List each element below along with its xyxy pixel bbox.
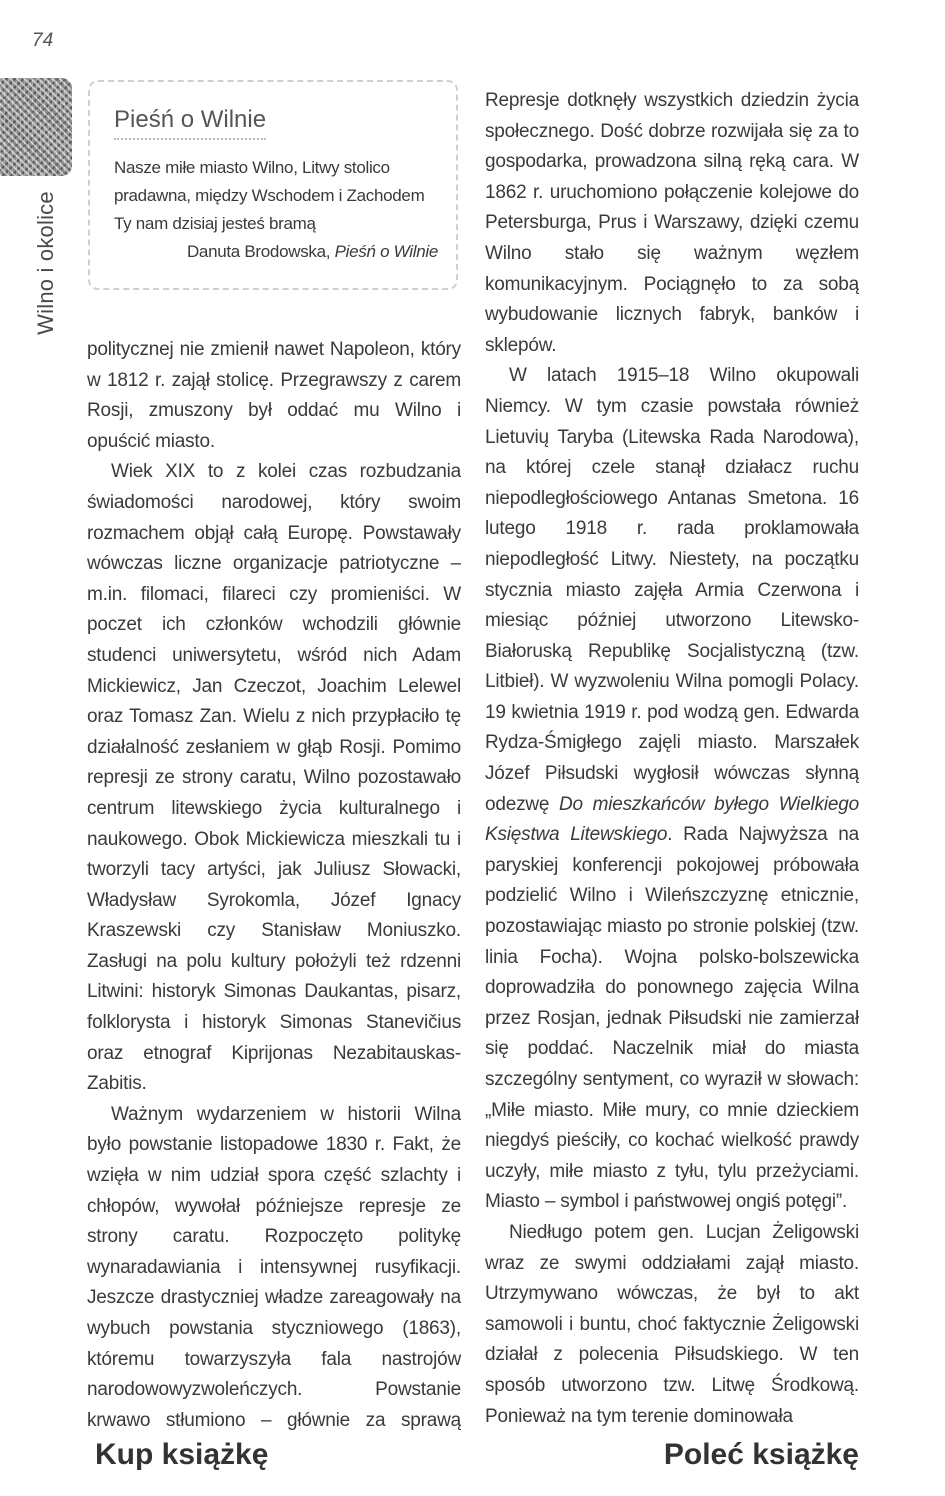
right-paragraph-2 <box>485 361 859 1218</box>
left-paragraph-3: Ważnym wydarzeniem w historii Wilna było powstanie listopadowe 1830 r. Fakt, że wzięła w nim udział spora część szlachty i chłopów, wywołał późniejsze represje ze strony caratu. Rozpoczęto politykę wynaradawiania i intensywnej rusyfikacji. Jeszcze drastyczniej władze zareagowały na wybuch powstania styczniowego (1863), któremu towarzyszyła fala nastrojów narodowowyzwoleńczych. Powstanie krwawo stłumiono – głównie za sprawą <box>87 1103 461 1431</box>
proclamation-title: Do mieszkańców byłego Wielkiego Księstwa Litewskiego <box>485 793 859 846</box>
right-paragraph-2-end: . Rada Najwyższa na paryskiej konferencji pokojowej próbowała podzielić Wilno i Wileńszczyznę etnicznie, pozostawiając miasto po stronie polskiej (tzw. linia Focha). Wojna polsko-bolszewicka doprowadziła do ponownego zajęcia Wilna przez Rosjan, jednak Piłsudski nie zamierzał się poddać. Naczelnik miał do miasta szczególny sentyment, co wyraził w słowach: „Miłe miasto. Miłe mury, co mnie dzieckiem niegdyś pieściły, co kochać wielkość prawdy uczyły, miłe miasto z tyłu, tylu przeżyciami. Miasto – symbol i państwowej ongiś potęgi”. <box>485 824 859 1213</box>
quote-title: Pieśń o Wilnie <box>114 106 266 140</box>
right-paragraph-2-start: W latach 1915–18 Wilno okupowali Niemcy. W tym czasie powstała również Lietuvių Taryba (Litewska Rada Narodowa), na której czele stanął działacz ruchu niepodległościowego Antanas Smetona. 16 lutego 1918 r. rada proklamowała niepodległość Litwy. Niestety, na początku stycznia miasto zajęła Armia Czerwona i miesiąc później utworzono Litewsko-Białoruską Republikę Socjalistyczną (tzw. Litbieł). W wyzwoleniu Wilna pomogli Polacy. 19 kwietnia 1919 r. pod wodzą gen. Edwarda Rydza-Śmigłego zajęli miasto. Marszałek Józef Piłsudski wygłosił wówczas słynną odezwę <box>485 365 859 815</box>
quote-author: Danuta Brodowska, <box>186 242 335 261</box>
buy-book-link[interactable]: Kup książkę <box>95 1438 269 1471</box>
quote-box <box>88 80 458 290</box>
quote-attribution <box>114 238 438 266</box>
section-label: Wilno i okolice <box>33 191 58 335</box>
left-paragraph-1: politycznej nie zmienił nawet Napoleon, który w 1812 r. zajął stolicę. Przegrawszy z carem Rosji, zmuszony był oddać mu Wilno i opuścić miasto. <box>87 339 461 452</box>
quote-work-title: Pieśń o Wilnie <box>334 242 438 261</box>
section-tab-pattern <box>0 78 72 176</box>
right-column <box>485 86 859 1436</box>
page-number: 74 <box>32 30 54 51</box>
recommend-book-link[interactable]: Poleć książkę <box>663 1438 859 1471</box>
left-column <box>87 335 461 1433</box>
left-paragraph-2: Wiek XIX to z kolei czas rozbudzania świadomości narodowej, który swoim rozmachem objął całą Europę. Powstawały wówczas liczne organizacje patriotyczne – m.in. filomaci, filareci czy promieniści. W poczet ich członków wchodzili głównie studenci uniwersytetu, wśród nich Adam Mickiewicz, Jan Czeczot, Joachim Lelewel oraz Tomasz Zan. Wielu z nich przypłaciło tę działalność zesłaniem w głąb Rosji. Pomimo represji ze strony caratu, Wilno pozostawało centrum litewskiego życia kulturalnego i naukowego. Obok Mickiewicza mieszkali tu i tworzyli tacy artyści, jak Juliusz Słowacki, Władysław Syrokomla, Józef Ignacy Kraszewski czy Stanisław Moniuszko. Zasługi na polu kultury położyli też rdzenni Litwini: historyk Simonas Daukantas, pisarz, folklorysta i historyk Simonas Stanevičius oraz etnograf Kiprijonas Nezabitauskas-Zabitis. <box>87 461 461 1095</box>
section-label-wrap <box>26 188 66 338</box>
quote-text: Nasze miłe miasto Wilno, Litwy stolico pradawna, między Wschodem i Zachodem Ty nam dzisiaj jesteś bramą <box>114 158 425 233</box>
right-paragraph-3: Niedługo potem gen. Lucjan Żeligowski wraz ze swymi oddziałami zajął miasto. Utrzymywano wówczas, że był to akt samowoli i buntu, choć faktycznie Żeligowski działał z polecenia Piłsudskiego. W ten sposób utworzono tzw. Litwę Środkową. Ponieważ na tym terenie dominowała <box>485 1221 859 1427</box>
right-paragraph-1: Represje dotknęły wszystkich dziedzin życia społecznego. Dość dobrze rozwijała się za to gospodarka, prowadzona silną ręką cara. W 1862 r. uruchomiono połączenie kolejowe do Petersburga, Prus i Warszawy, dzięki czemu Wilno stało się ważnym węzłem komunikacyjnym. Pociągnęło to za sobą wybudowanie licznych fabryk, banków i sklepów. <box>485 90 859 356</box>
